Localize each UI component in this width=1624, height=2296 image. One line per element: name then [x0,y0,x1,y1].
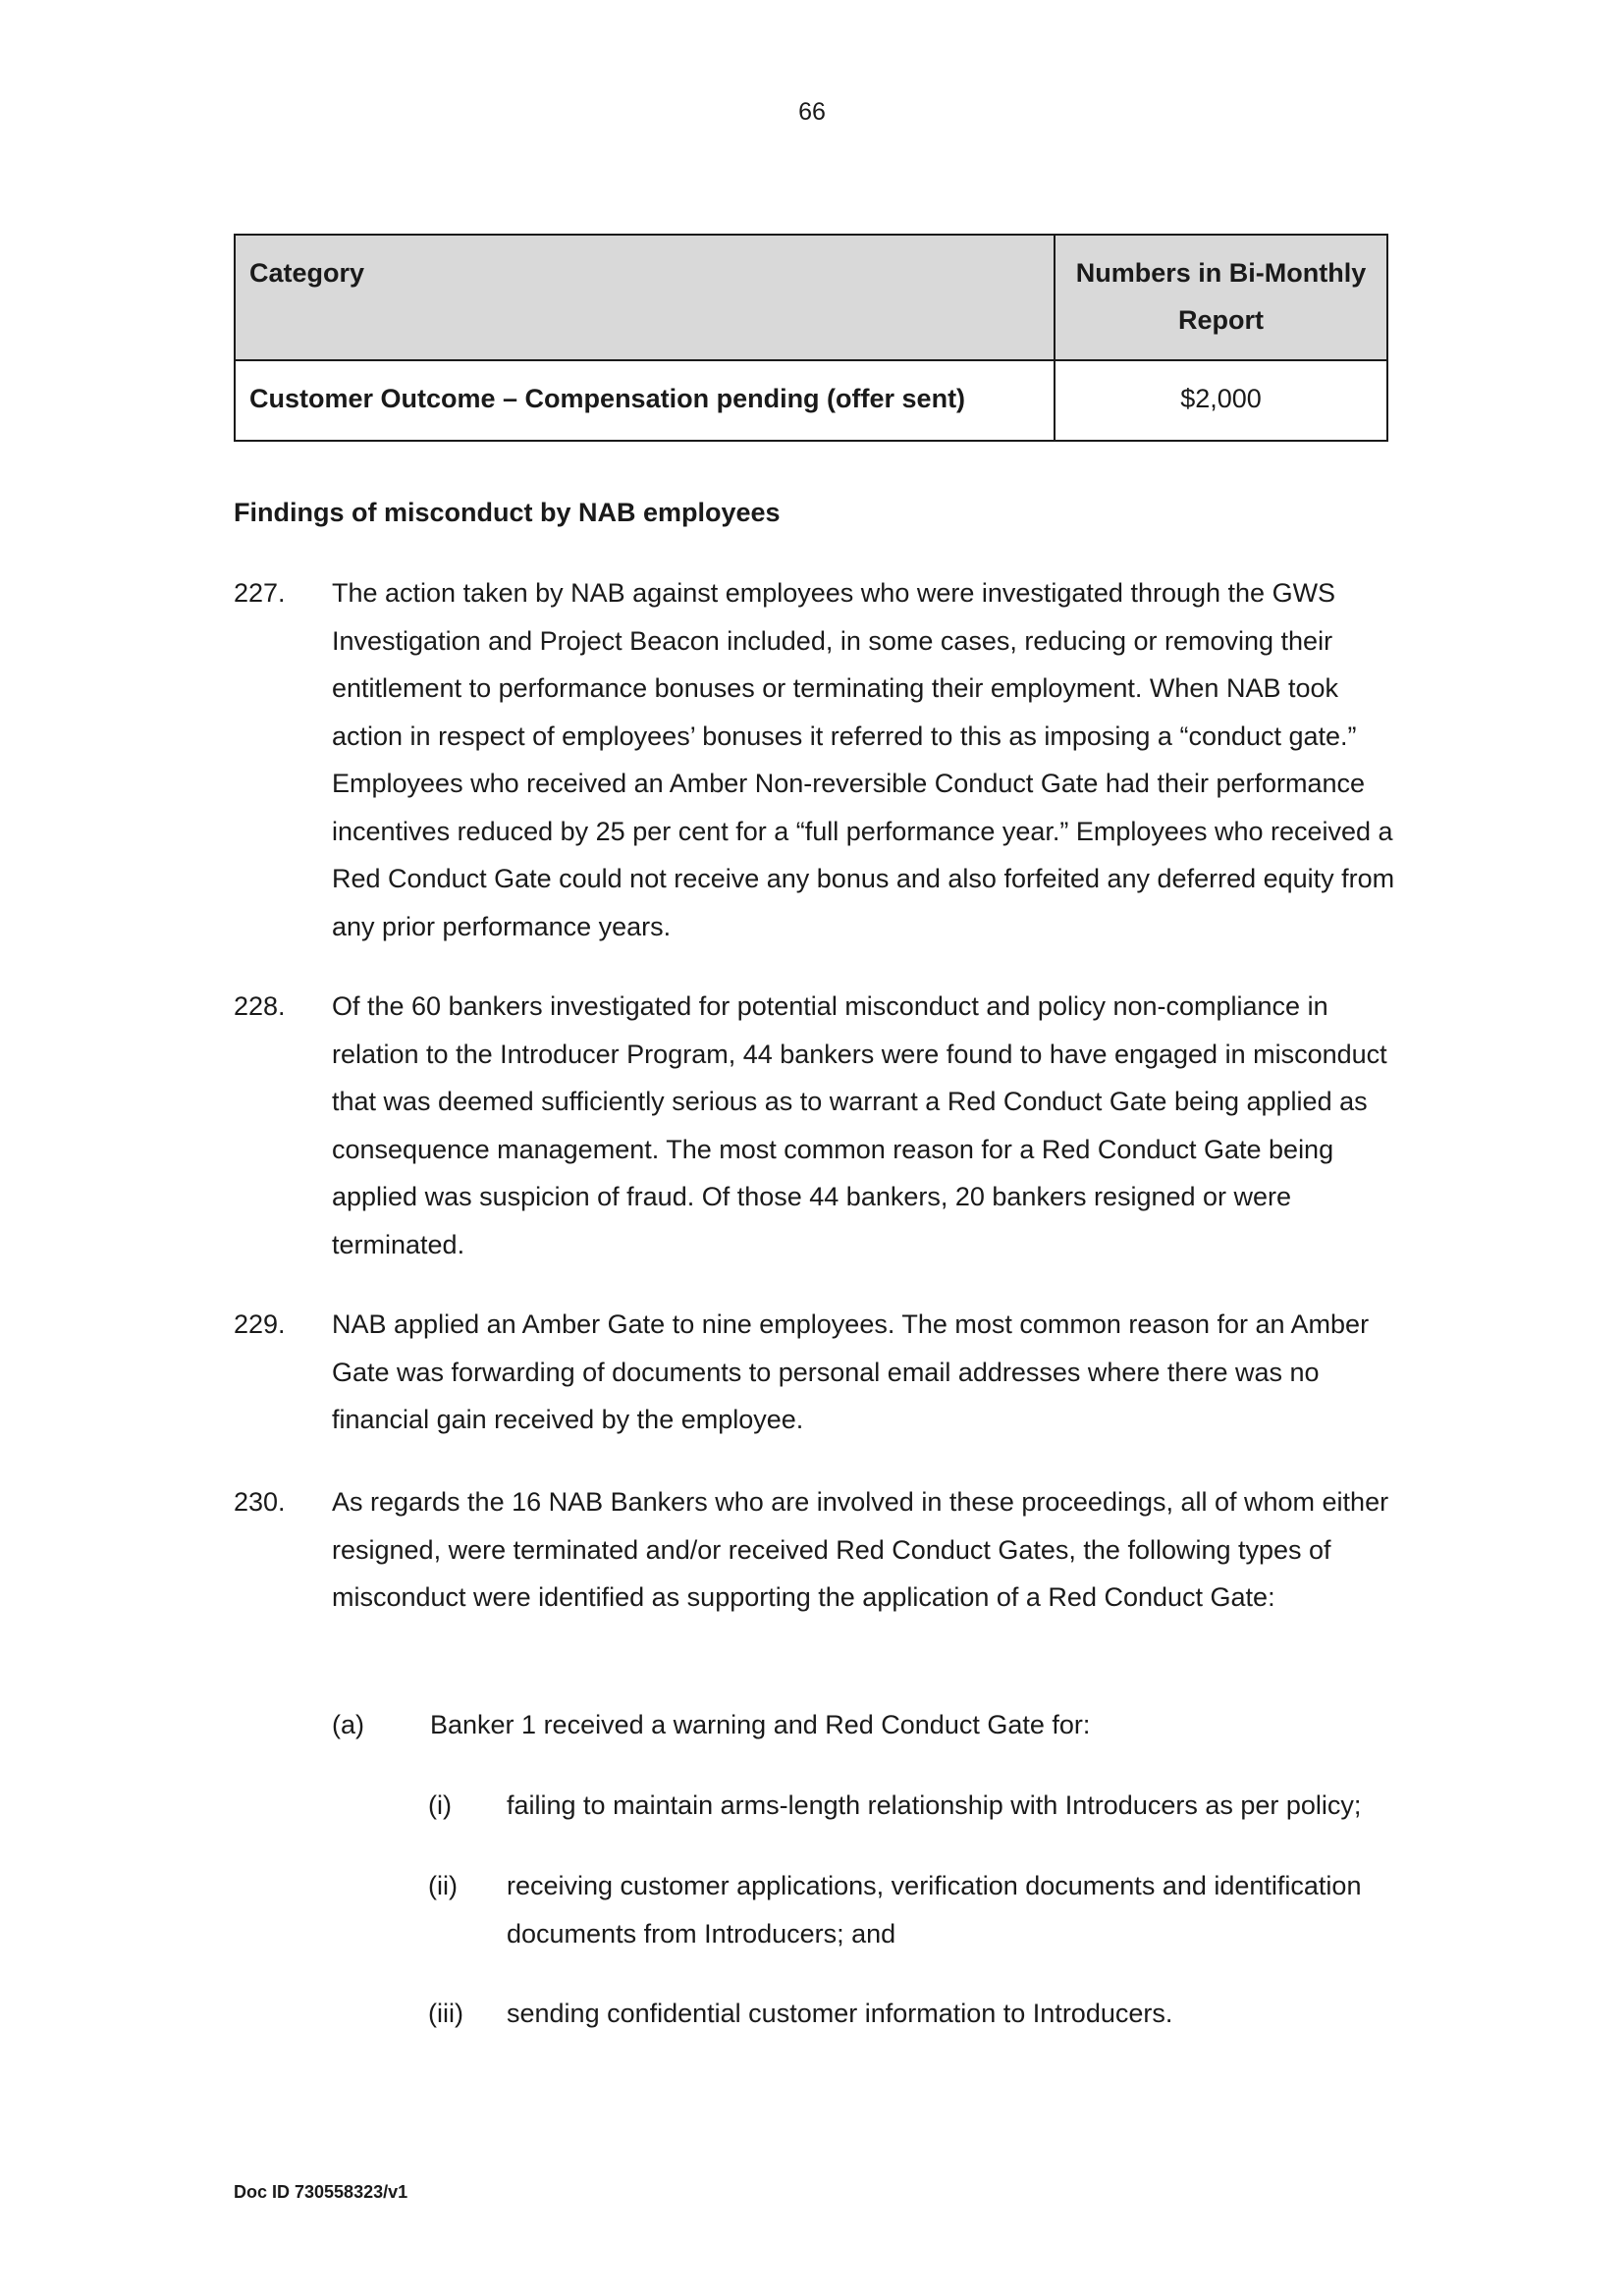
column-header-category: Category [235,235,1055,360]
table-cell-value: $2,000 [1055,360,1387,441]
sub-item-text: receiving customer applications, verification documents and identification documents from Introducers; and [507,1871,1362,1949]
sub-item-text: sending confidential customer information to Introducers. [507,1999,1173,2028]
paragraph-number: 228. [234,991,286,1021]
sub-item-number: (iii) [428,1999,463,2028]
paragraph-number: 229. [234,1309,286,1339]
sub-item-iii [428,1990,1410,2038]
paragraph-text: The action taken by NAB against employees who were investigated through the GWS Investigation and Project Beacon included, in some cases, reducing or removing their entitlement to performance bonuses or terminating their employment. When NAB took action in respect of employees’ bonuses it referred to this as imposing a “conduct gate.” Employees who received an Amber Non-reversible Conduct Gate had their performance incentives reduced by 25 per cent for a “full performance year.” Employees who received a Red Conduct Gate could not receive any bonus and also forfeited any deferred equity from any prior performance years. [332,578,1395,941]
subparagraph-number: (a) [332,1710,364,1739]
paragraph-text: Of the 60 bankers investigated for potential misconduct and policy non-compliance in relation to the Introducer Program, 44 bankers were found to have engaged in misconduct that was deemed sufficiently serious as to warrant a Red Conduct Gate being applied as consequence management. The most common reason for a Red Conduct Gate being applied was suspicion of fraud. Of those 44 bankers, 20 bankers resigned or were terminated. [332,991,1387,1259]
sub-item-number: (i) [428,1790,452,1820]
paragraph-229 [234,1301,1412,1444]
summary-table [234,234,1388,442]
paragraph-number: 230. [234,1487,286,1517]
paragraph-227 [234,569,1412,950]
paragraph-text: As regards the 16 NAB Bankers who are involved in these proceedings, all of whom either resigned, were terminated and/or received Red Conduct Gates, the following types of misconduct were identified as supporting the application of a Red Conduct Gate: [332,1487,1389,1612]
subparagraph-a [332,1701,1412,1749]
table-header-row [235,235,1387,360]
paragraph-number: 227. [234,578,286,608]
paragraph-text: NAB applied an Amber Gate to nine employees. The most common reason for an Amber Gate was forwarding of documents to personal email addresses where there was no financial gain received by the employee. [332,1309,1370,1434]
column-header-numbers: Numbers in Bi-Monthly Report [1055,235,1387,360]
section-heading: Findings of misconduct by NAB employees [234,498,781,527]
document-id-footer: Doc ID 730558323/v1 [234,2182,408,2202]
sub-item-i [428,1782,1410,1830]
table-row [235,360,1387,441]
sub-item-text: failing to maintain arms-length relationship with Introducers as per policy; [507,1790,1362,1820]
paragraph-230 [234,1478,1412,1622]
sub-item-number: (ii) [428,1871,458,1900]
paragraph-228 [234,983,1412,1268]
sub-item-ii [428,1862,1410,1957]
subparagraph-text: Banker 1 received a warning and Red Conduct Gate for: [430,1710,1091,1739]
page-number: 66 [798,98,826,126]
table-cell-category: Customer Outcome – Compensation pending (offer sent) [235,360,1055,441]
